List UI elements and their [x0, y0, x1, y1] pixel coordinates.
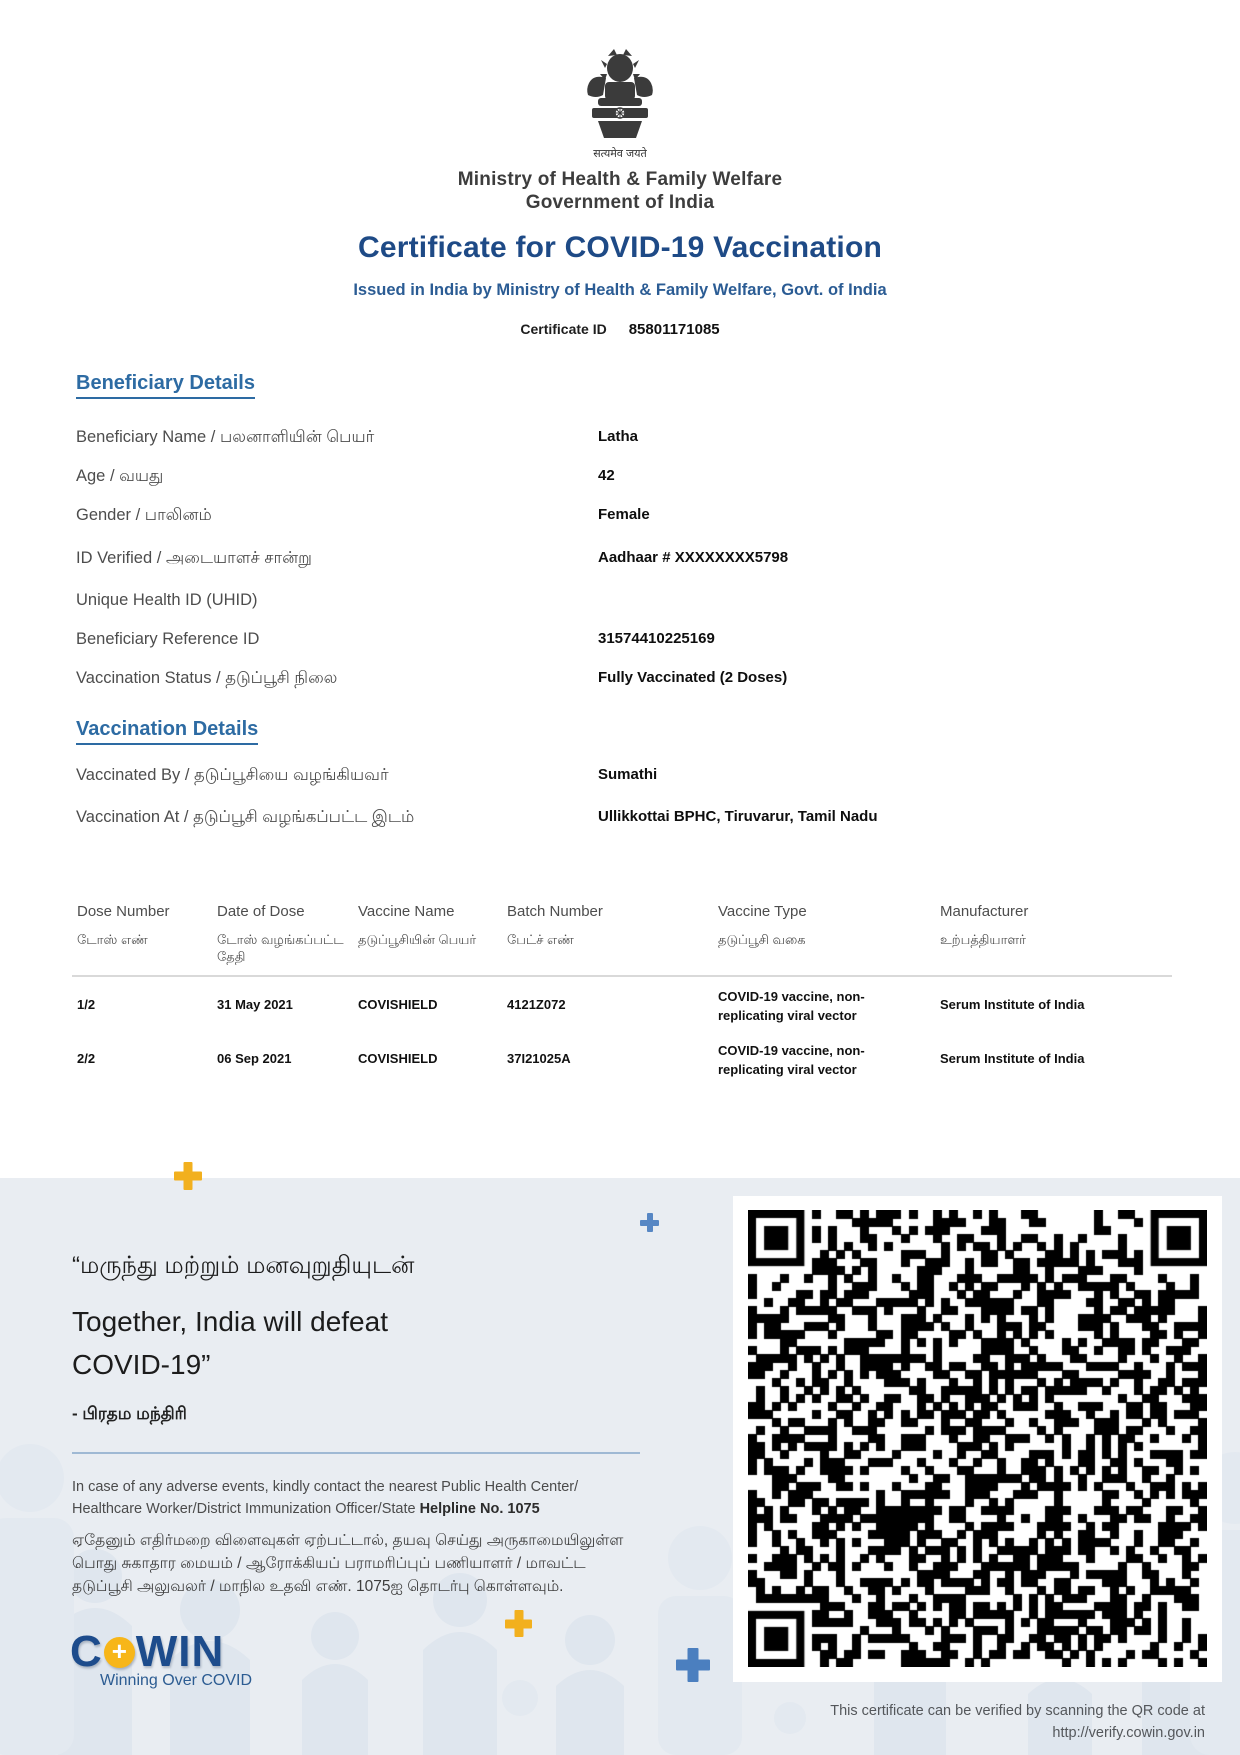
cowin-logo-win: WIN: [135, 1627, 225, 1676]
field-label: Gender / பாலினம்: [76, 506, 212, 524]
cowin-tagline: Winning Over COVID: [100, 1672, 253, 1689]
adverse-events-tamil: ஏதேனும் எதிர்மறை விளைவுகள் ஏற்பட்டால், தயவு செய்து அருகாமையிலுள்ள பொது சுகாதார மையம் / ஆரோக்கியப் பராமரிப்புப் பணியாளர் / மாவட்ட தடுப்பூசி அலுவலர் / மாநில உதவி எண். 1075ஐ தொடர்பு கொள்ளவும்.: [72, 1532, 624, 1595]
field-value: Fully Vaccinated (2 Doses): [598, 669, 788, 686]
qr-code-image: [748, 1210, 1207, 1667]
table-cell: Serum Institute of India: [940, 997, 1085, 1012]
plus-icon: [174, 1162, 202, 1190]
beneficiary-row-gender: [76, 506, 1176, 530]
cowin-logo: [70, 1627, 225, 1676]
plus-icon: [676, 1648, 710, 1682]
field-label: Beneficiary Name / பலனாளியின் பெயர்: [76, 428, 375, 446]
beneficiary-row-status: [76, 669, 1176, 693]
certificate-id-value: 85801171085: [628, 321, 720, 338]
certificate-id-label: Certificate ID: [520, 321, 607, 337]
field-value: Female: [598, 506, 650, 523]
cowin-plus-icon: +: [104, 1637, 135, 1668]
vaccination-details-heading: Vaccination Details: [76, 718, 258, 745]
table-header-rule: [72, 975, 1172, 977]
india-emblem-icon: [578, 42, 662, 164]
table-cell: 2/2: [77, 1051, 96, 1066]
field-value: Ullikkottai BPHC, Tiruvarur, Tamil Nadu: [598, 808, 878, 825]
table-cell: COVISHIELD: [358, 1051, 438, 1066]
dose-table: Dose Number டோஸ் எண் 1/2 2/2 Date of Dose டோஸ் வழங்கப்பட்ட தேதி 31 May 2021 06 Sep 2021 Vaccine Name தடுப்பூசியின் பெயர் COVISHIELD COVISHIELD Batch Number பேட்ச் எண் 4121Z072 37I21025A Vaccine Type தடுப்பூசி வகை COVID-19 vaccine, non-replicating viral vector COVID-19 vaccine, non-replicating viral vector Manufacturer உற்பத்தியாளர் Serum Institute of India Serum Institute of India: [72, 903, 1182, 1103]
quote-english-line-1: Together, India will defeat: [72, 1306, 388, 1337]
beneficiary-row-uhid: [76, 591, 1176, 615]
field-label: Age / வயது: [76, 467, 164, 485]
table-cell: 1/2: [77, 997, 96, 1012]
page-subtitle: Issued in India by Ministry of Health & Family Welfare, Govt. of India: [353, 281, 887, 299]
table-cell: COVID-19 vaccine, non-replicating viral vector: [718, 989, 865, 1023]
vaccination-row-by: [76, 766, 1176, 790]
plus-icon: [505, 1610, 532, 1637]
emblem-caption: सत्यमेव जयते: [593, 148, 647, 160]
footer-divider: [72, 1452, 640, 1454]
ministry-line-1: Ministry of Health & Family Welfare: [457, 169, 783, 190]
quote-tamil: “மருந்து மற்றும் மனவுறுதியுடன்: [72, 1252, 415, 1279]
table-cell: 4121Z072: [507, 997, 566, 1012]
page-title: Certificate for COVID-19 Vaccination: [357, 231, 882, 264]
vaccination-row-at: [76, 808, 1176, 832]
field-label: Vaccination Status / தடுப்பூசி நிலை: [76, 669, 338, 687]
qr-code: [733, 1196, 1222, 1682]
verify-note: This certificate can be verified by scanning the QR code at http://verify.cowin.gov.in: [830, 1703, 1205, 1741]
cowin-logo-c: C: [70, 1627, 103, 1676]
field-label: Vaccinated By / தடுப்பூசியை வழங்கியவர்: [76, 766, 389, 784]
plus-icon: [640, 1213, 659, 1232]
table-cell: 31 May 2021: [217, 997, 293, 1012]
quote-attribution: - பிரதம மந்திரி: [72, 1404, 187, 1423]
field-value: Latha: [598, 428, 639, 445]
ministry-line-2: Government of India: [525, 192, 715, 213]
field-value: Sumathi: [598, 766, 658, 783]
beneficiary-details-heading: Beneficiary Details: [76, 372, 255, 399]
beneficiary-row-reference-id: [76, 630, 1176, 654]
helpline-number: Helpline No. 1075: [419, 1501, 540, 1517]
quote-english-line-2: COVID-19”: [72, 1349, 211, 1380]
field-value: 42: [598, 467, 615, 484]
field-label: ID Verified / அடையாளச் சான்று: [76, 549, 312, 567]
field-value: Aadhaar # XXXXXXXX5798: [598, 549, 789, 566]
beneficiary-row-name: [76, 428, 1176, 452]
beneficiary-row-age: [76, 467, 1176, 491]
certificate-id-row: [0, 321, 1240, 339]
beneficiary-row-id-verified: [76, 549, 1176, 573]
table-cell: 37I21025A: [507, 1051, 571, 1066]
table-cell: COVID-19 vaccine, non-replicating viral vector: [718, 1043, 865, 1077]
ministry-block: [0, 168, 1240, 214]
adverse-events-line-1: In case of any adverse events, kindly contact the nearest Public Health Center/: [72, 1479, 579, 1495]
field-label: Beneficiary Reference ID: [76, 630, 260, 648]
adverse-events-line-2: Healthcare Worker/District Immunization Officer/State Helpline No. 1075: [72, 1501, 540, 1517]
field-value: 31574410225169: [598, 630, 715, 647]
field-label: Vaccination At / தடுப்பூசி வழங்கப்பட்ட இடம்: [76, 808, 415, 826]
field-label: Unique Health ID (UHID): [76, 591, 258, 609]
table-cell: Serum Institute of India: [940, 1051, 1085, 1066]
table-cell: COVISHIELD: [358, 997, 438, 1012]
table-cell: 06 Sep 2021: [217, 1051, 292, 1066]
